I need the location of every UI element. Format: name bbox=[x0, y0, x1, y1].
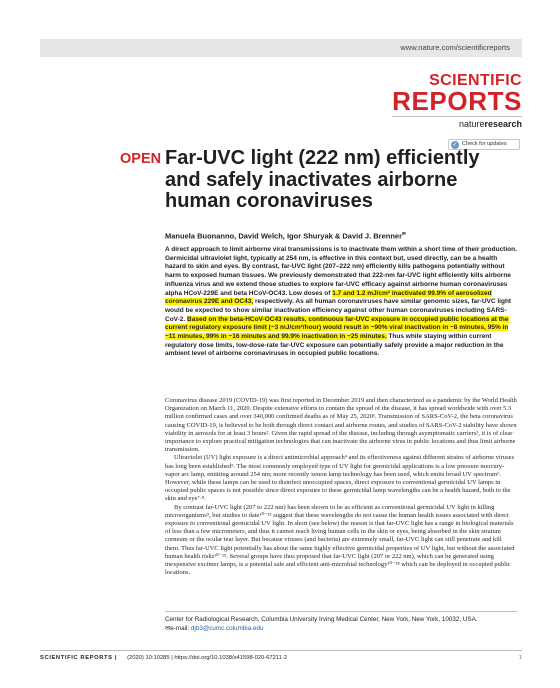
abstract-highlight-1: 1.7 and 1.2 mJ/cm² inactivated 99.9% of aerosolized coronavirus 229E and OC43, bbox=[165, 289, 492, 306]
publisher-logo bbox=[392, 119, 522, 130]
brand-divider bbox=[392, 116, 522, 117]
journal-brand bbox=[392, 72, 522, 130]
email-label: ✉e-mail: bbox=[165, 624, 191, 632]
body-paragraph-2: Ultraviolet (UV) light exposure is a direct antimicrobial approach⁴ and its effectiveness against different strains of airborne viruses has long been established⁵. The most commonly employed type of UV light for germicidal applications is a low pressure mercury-vapor arc lamp, emitting around 254 nm; more recently xenon lamp technology has been used, which emits broad UV spectrum⁶. However, while these lamps can be used to disinfect unoccupied spaces, direct exposure to conventional germicidal UV lamps in occupied public spaces is not possible since direct exposure to these germicidal lamp wavelengths can be a health hazard, both to the skin and eye⁷·⁸. bbox=[165, 454, 515, 503]
footnote bbox=[165, 616, 517, 633]
journal-url-bar bbox=[40, 39, 522, 57]
email-link[interactable]: djb3@cumc.columbia.edu bbox=[190, 624, 264, 632]
abstract-highlight-2: Based on the beta-HCoV-OC43 results, continuous far-UVC exposure in occupied public locations at the current regulatory exposure limit (~3 mJ/cm²/hour) would result in ~90% viral inactivation in ~8 minutes, 95% in ~11 minutes, 99% in ~16 minutes and 99.9% inactivation in ~25 minutes. bbox=[165, 315, 509, 341]
open-access-label: OPEN bbox=[120, 151, 162, 167]
update-check-icon: ✓ bbox=[452, 141, 458, 148]
body-paragraph-3: By contrast far-UVC light (207 to 222 nm) has been shown to be as efficient as conventional germicidal UV light in killing microorganisms⁹, but studies to date¹⁰⁻¹⁵ suggest that these wavelengths do not cause the human health issues associated with direct exposure to conventional germicidal UV light. In short (see below) the reason is that far-UVC light has a range in biological materials of less than a few micrometers, and thus it cannot reach living human cells in the skin or eyes, being absorbed in the skin stratum corneum or the ocular tear layer. But because viruses (and bacteria) are extremely small, far-UVC light can still penetrate and kill them. Thus far-UVC light potentially has about the same highly effective germicidal properties of UV light, but without the associated human health risks¹⁰⁻¹⁵. Several groups have thus proposed that far-UVC light (207 or 222 nm), which can be generated using inexpensive excimer lamps, is a potential safe and efficient anti-microbial technology¹⁰⁻¹⁸ which can be deployed in occupied public locations. bbox=[165, 503, 515, 577]
page-number: 1 bbox=[518, 654, 522, 661]
publisher-prefix: nature bbox=[458, 119, 485, 129]
affiliation: Center for Radiological Research, Columbia University Irving Medical Center, New York, New York, 10032, USA. bbox=[165, 616, 478, 623]
author-list bbox=[165, 231, 406, 241]
footer-journal: SCIENTIFIC REPORTS | bbox=[40, 654, 118, 661]
corresponding-author-mail-icon[interactable]: ✉ bbox=[402, 231, 406, 236]
page-footer bbox=[40, 650, 522, 664]
author-names: Manuela Buonanno, David Welch, Igor Shuryak & David J. Brenner bbox=[165, 231, 402, 241]
publisher-suffix: research bbox=[484, 119, 522, 129]
abstract-text-3: Thus while staying within current regulatory dose limits, low-dose-rate far-UVC exposure can potentially safely provide a major reduction in the ambient level of airborne coronaviruses in occupied public locations. bbox=[165, 333, 504, 358]
body-paragraph-1: Coronavirus disease 2019 (COVID-19) was first reported in December 2019 and then characterized as a pandemic by the World Health Organization on March 11, 2020. Despite extensive efforts to contain the spread of the disease, it has spread worldwide with over 5.3 million confirmed cases and over 340,000 confirmed deaths as of May 25, 2020¹. Transmission of SARS-CoV-2, the beta coronavirus causing COVID-19, is believed to be both through direct contact and airborne routes, and studies of SARS-CoV-2 stability have shown viability in aerosols for at least 3 hours². Given the rapid spread of the disease, including through asymptomatic carriers³, it is of clear importance to explore practical mitigation technologies that can inactivate the airborne virus in public locations and thus limit airborne transmission. bbox=[165, 397, 517, 454]
brand-logo-top: SCIENTIFIC bbox=[429, 72, 522, 89]
journal-url[interactable]: www.nature.com/scientificreports bbox=[400, 43, 510, 52]
brand-logo-bottom: REPORTS bbox=[392, 86, 522, 116]
article-title: Far-UVC light (222 nm) efficiently and safely inactivates airborne human coronaviruses bbox=[165, 147, 480, 212]
article-body bbox=[165, 397, 517, 577]
check-for-updates-label: Check for updates bbox=[462, 141, 507, 147]
abstract-text-2: respectively. As all human coronaviruses have similar genomic sizes, far-UVC light would be expected to show similar inactivation efficiency against other human coronaviruses including SARS-CoV-2. bbox=[165, 298, 512, 323]
footnote-divider bbox=[165, 611, 517, 612]
footer-citation[interactable]: (2020) 10:10285 | https://doi.org/10.1038/s41598-020-67211-2 bbox=[127, 654, 288, 661]
abstract-text-1: A direct approach to limit airborne viral transmissions is to inactivate them within a short time of their production. Germicidal ultraviolet light, typically at 254 nm, is effective in this context but, used directly, can be a health hazard to skin and eyes. By contrast, far-UVC light (207–222 nm) efficiently kills pathogens potentially without harm to exposed human tissues. We previously demonstrated that 222-nm far-UVC light efficiently kills airborne influenza virus and we extend those studies to explore far-UVC efficacy against airborne human coronaviruses alpha HCoV-229E and beta HCoV-OC43. Low doses of bbox=[165, 246, 517, 297]
abstract bbox=[165, 246, 517, 359]
email-line bbox=[165, 625, 517, 634]
